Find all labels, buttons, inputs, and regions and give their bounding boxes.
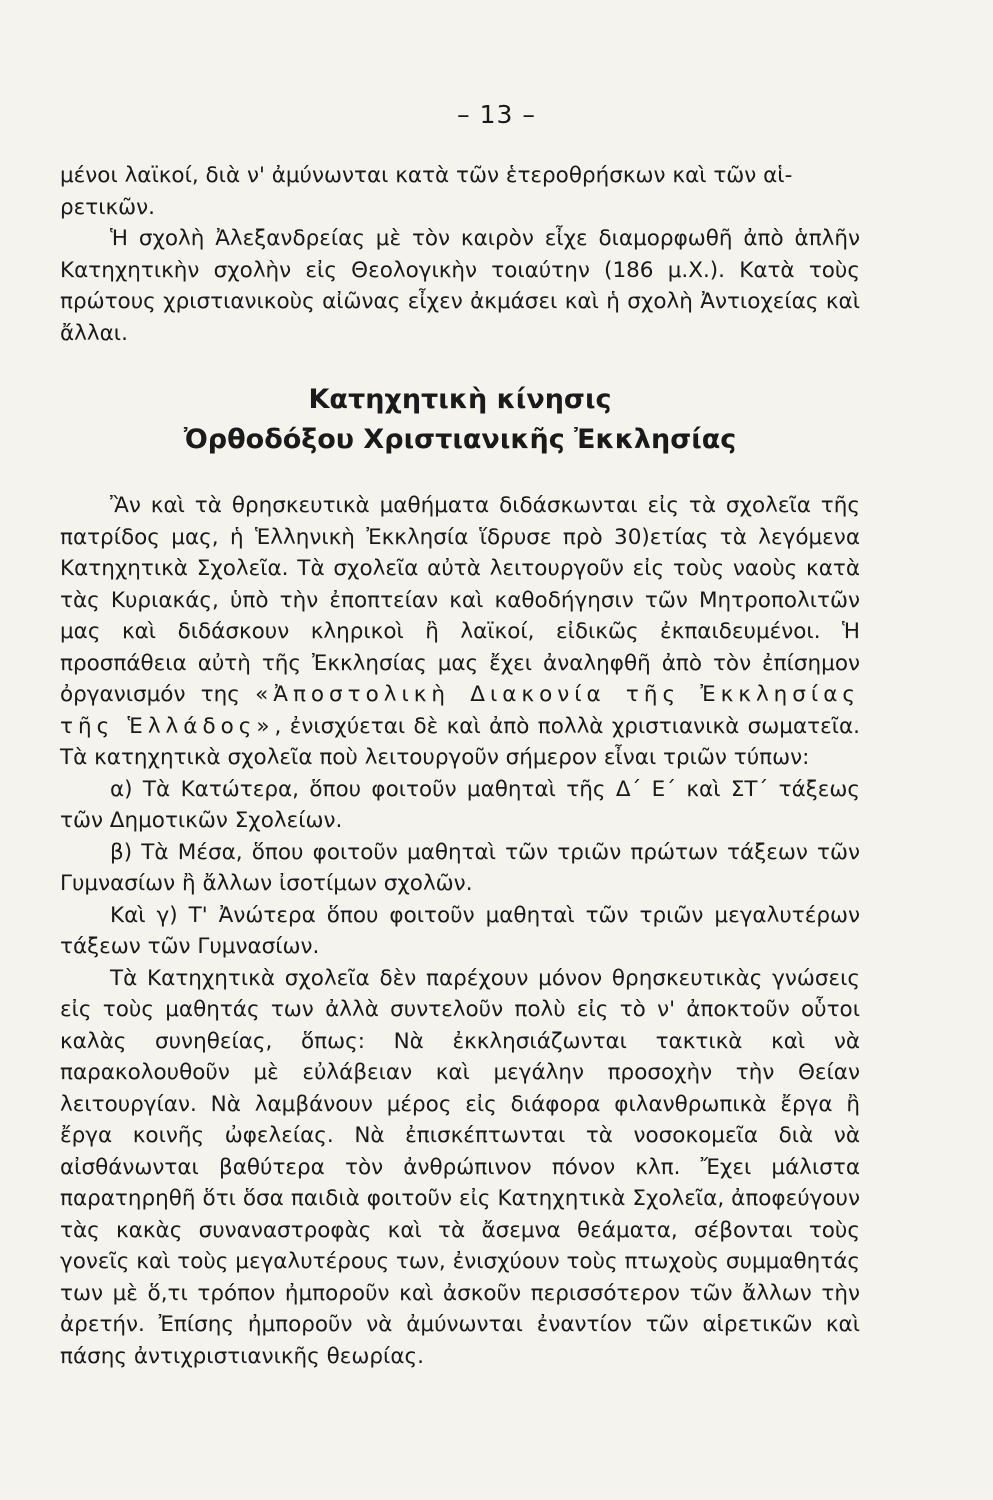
org-name: «Ἀποστολικὴ Διακονία τῆς Ἐκκλησίας τῆς Ἑλλάδος»	[60, 682, 861, 739]
body-p1-start: Ἂν καὶ τὰ θρησκευτικὰ μαθήματα διδάσκωνται εἰς τὰ σχολεῖα τῆς πατρίδος μας, ἡ Ἑλληνικὴ Ἐκκλησία ἵδρυσε πρὸ 30)ετίας τὰ λεγόμενα Κατηχητικὰ Σχολεῖα. Τὰ σχολεῖα αὐτὰ λειτουργοῦν εἰς τοὺς ναοὺς κατὰ τὰς Κυριακάς, ὑπὸ τὴν ἐποπτείαν καὶ καθοδήγησιν τῶν Μητροπολιτῶν μας καὶ διδάσκουν κληρικοὶ ἢ λαϊκοί, εἰδικῶς ἐκπαιδευμένοι. Ἡ προσπάθεια αὐτὴ τῆς Ἐκκλησίας μας ἔχει ἀναληφθῆ ἀπὸ τὸν ἐπίσημον ὀργανισμόν της	[60, 493, 860, 707]
intro-line-2: ρετικῶν.	[60, 194, 156, 220]
body-paragraph-1	[60, 490, 860, 774]
list-item-b: β) Τὰ Μέσα, ὅπου φοιτοῦν μαθηταὶ τῶν τριῶν πρώτων τάξεων τῶν Γυμνασίων ἢ ἄλλων ἰσοτίμων σχολῶν.	[60, 839, 860, 896]
heading-line-2: Ὀρθοδόξου Χριστιανικῆς Ἐκκλησίας	[183, 424, 737, 455]
intro-block	[60, 160, 860, 349]
body-p1-end: , ἐνισχύεται δὲ καὶ ἀπὸ πολλὰ χριστιανικὰ σωματεῖα. Τὰ κατηχητικὰ σχολεῖα ποὺ λειτουργοῦν σήμερον εἶναι τριῶν τύπων:	[60, 713, 861, 770]
list-item-a: α) Τὰ Κατώτερα, ὅπου φοιτοῦν μαθηταὶ τῆς Δ΄ Ε΄ καὶ ΣΤ΄ τάξεως τῶν Δημοτικῶν Σχολείων.	[60, 776, 860, 833]
intro-line-1: μένοι λαϊκοί, διὰ ν' ἀμύνωνται κατὰ τῶν ἑτεροθρήσκων καὶ τῶν αἱ-	[60, 163, 793, 188]
heading-line-1: Κατηχητικὴ κίνησις	[308, 384, 612, 415]
body-block	[60, 490, 860, 1372]
intro-paragraph: Ἡ σχολὴ Ἀλεξανδρείας μὲ τὸν καιρὸν εἶχε διαμορφωθῆ ἀπὸ ἁπλῆν Κατηχητικὴν σχολὴν εἰς Θεολογικὴν τοιαύτην (186 μ.Χ.). Κατὰ τοὺς πρώτους χριστιανικοὺς αἰῶνας εἶχεν ἀκμάσει καὶ ἡ σχολὴ Ἀντιοχείας καὶ ἄλλαι.	[60, 226, 860, 346]
section-heading	[60, 380, 860, 460]
list-item-c: Καὶ γ) Τ' Ἀνώτερα ὅπου φοιτοῦν μαθηταὶ τῶν τριῶν μεγαλυτέρων τάξεων τῶν Γυμνασίων.	[60, 902, 860, 959]
page-number: – 13 –	[457, 100, 536, 129]
body-paragraph-last: Τὰ Κατηχητικὰ σχολεῖα δὲν παρέχουν μόνον θρησκευτικὰς γνώσεις εἰς τοὺς μαθητάς των ἀλλὰ συντελοῦν πολὺ εἰς τὸ ν' ἀποκτοῦν οὗτοι καλὰς συνηθείας, ὅπως: Νὰ ἐκκλησιάζωνται τακτικὰ καὶ νὰ παρακολουθοῦν μὲ εὐλάβειαν καὶ μεγάλην προσοχὴν τὴν Θείαν λειτουργίαν. Νὰ λαμβάνουν μέρος εἰς διάφορα φιλανθρωπικὰ ἔργα ἢ ἔργα κοινῆς ὠφελείας. Νὰ ἐπισκέπτωνται τὰ νοσοκομεῖα διὰ νὰ αἰσθάνωνται βαθύτερα τὸν ἀνθρώπινον πόνον κλπ. Ἔχει μάλιστα παρατηρηθῆ ὅτι ὅσα παιδιὰ φοιτοῦν εἰς Κατηχητικὰ Σχολεῖα, ἀποφεύγουν τὰς κακὰς συναναστροφὰς καὶ τὰ ἄσεμνα θεάματα, σέβονται τοὺς γονεῖς καὶ τοὺς μεγαλυτέρους των, ἐνισχύουν τοὺς πτωχοὺς συμμαθητάς των μὲ ὅ,τι τρόπον ἠμποροῦν καὶ ἀσκοῦν περισσότερον τῶν ἄλλων τὴν ἀρετήν. Ἐπίσης ἠμποροῦν νὰ ἀμύνωνται ἐναντίον τῶν αἱρετικῶν καὶ πάσης ἀντιχριστιανικῆς θεωρίας.	[60, 965, 860, 1369]
